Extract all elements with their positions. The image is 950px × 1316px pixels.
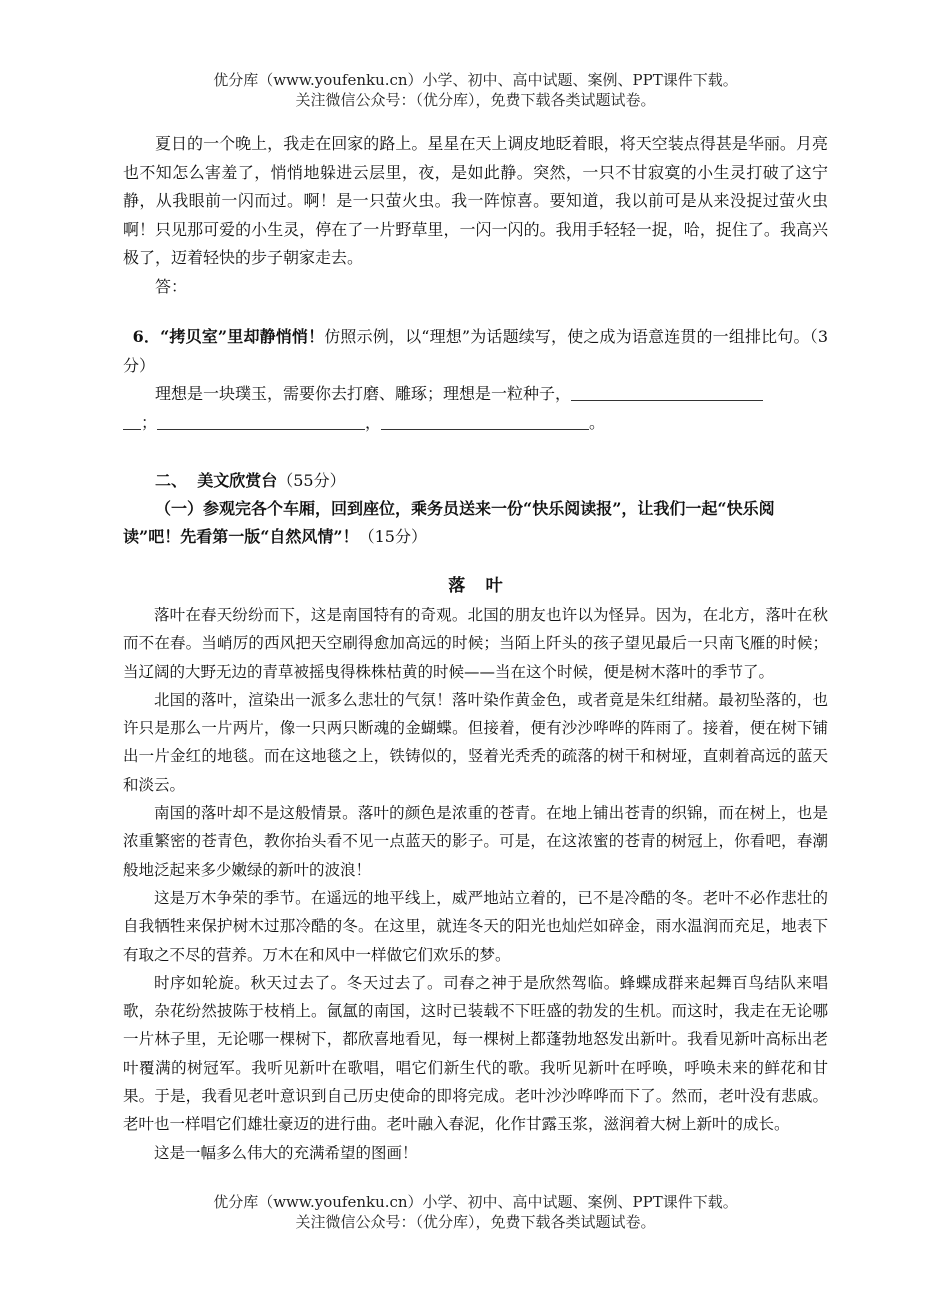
q5-passage: 夏日的一个晚上，我走在回家的路上。星星在天上调皮地眨着眼，将天空装点得甚是华丽。月亮也不知怎么害羞了，悄悄地躲进云层里，夜，是如此静。突然，一只不甘寂寞的小生灵打破了这宁静，从我眼前一闪而过。啊！是一只萤火虫。我一阵惊喜。要知道，我以前可是从来没捉过萤火虫啊！只见那可爱的小生灵，停在了一片野草里，一闪一闪的。我用手轻轻一捉，哈，捉住了。我高兴极了，迈着轻快的步子朝家走去。 <box>123 134 828 267</box>
answer-blank-2[interactable] <box>157 411 365 430</box>
section-2-number: 二、 <box>155 471 188 490</box>
page-footer <box>123 1192 828 1232</box>
q6-end: 。 <box>589 412 606 432</box>
q6-bold-part: “拷贝室”里却静悄悄！ <box>160 327 325 346</box>
q6-prompt: 仿照示例，以“理想”为话题续写，使之成为语意连贯的一组排比句。（3分） <box>123 327 828 375</box>
section-2-heading <box>123 467 828 495</box>
section-2-title: 美文欣赏台 <box>197 471 278 490</box>
answer-blank-1-cont[interactable] <box>123 411 141 430</box>
article-paragraph-5: 时序如轮旋。秋天过去了。冬天过去了。司春之神于是欣然驾临。蜂蝶成群来起舞百鸟结队来唱歌，杂花纷然披陈于枝梢上。氤氲的南国，这时已装载不下旺盛的勃发的生机。而这时，我走在无论哪一片林子里，无论哪一棵树下，都欣喜地看见，每一棵树上都蓬勃地怒发出新叶。我看见新叶高标出老叶覆满的树冠军。我听见新叶在歌唱，唱它们新生代的歌。我听见新叶在呼唤，呼唤未来的鲜花和甘果。于是，我看见老叶意识到自己历史使命的即将完成。老叶沙沙哗哗而下了。然而，老叶没有悲戚。老叶也一样唱它们雄壮豪迈的进行曲。老叶融入春泥，化作甘露玉浆，滋润着大树上新叶的成长。 <box>123 973 828 1134</box>
article-body <box>123 601 828 1167</box>
q6-number: 6． <box>132 327 161 346</box>
article-paragraph-6: 这是一幅多么伟大的充满希望的图画！ <box>154 1143 418 1162</box>
q6-example: 理想是一块璞玉，需要你去打磨、雕琢；理想是一粒种子， <box>155 384 572 403</box>
question-6 <box>123 323 828 437</box>
article-paragraph-2: 北国的落叶，渲染出一派多么悲壮的气氛！落叶染作黄金色，或者竟是朱红绀赭。最初坠落的，也许只是那么一片两片，像一只两只断魂的金蝴蝶。但接着，便有沙沙哗哗的阵雨了。接着，便在树下铺出一片金红的地毯。而在这地毯之上，铁铸似的，竖着光秃秃的疏落的树干和树垭，直刺着高远的蓝天和淡云。 <box>123 690 828 794</box>
q6-sep-1: ； <box>141 412 158 432</box>
page-header <box>123 70 828 110</box>
section-2-score: （55分） <box>277 471 346 490</box>
article-paragraph-3: 南国的落叶却不是这般情景。落叶的颜色是浓重的苍青。在地上铺出苍青的织锦，而在树上，也是浓重繁密的苍青色，教你抬头看不见一点蓝天的影子。可是，在这浓蜜的苍青的树冠上，你看吧，春潮般地泛起来多少嫩绿的新叶的波浪！ <box>123 804 828 879</box>
footer-line-1: 优分库（www.youfenku.cn）小学、初中、高中试题、案例、PPT课件下载。 <box>213 1193 738 1211</box>
part-1-score: （15分） <box>358 527 427 546</box>
article-title: 落叶 <box>448 576 524 596</box>
part-1-heading <box>123 495 828 551</box>
answer-blank-1[interactable] <box>571 382 763 401</box>
q5-answer-label: 答： <box>155 276 188 296</box>
answer-blank-3[interactable] <box>381 411 589 430</box>
q6-blank-line <box>123 409 828 438</box>
footer-line-2: 关注微信公众号：（优分库），免费下载各类试题试卷。 <box>295 1213 656 1231</box>
header-line-1: 优分库（www.youfenku.cn）小学、初中、高中试题、案例、PPT课件下载。 <box>213 71 738 89</box>
article-paragraph-1: 落叶在春天纷纷而下，这是南国特有的奇观。北国的朋友也许以为怪异。因为，在北方，落叶在秋而不在春。当峭厉的西风把天空刷得愈加高远的时候；当陌上阡头的孩子望见最后一只南飞雁的时候；当辽阔的大野无边的青草被摇曳得株株枯黄的时候——当在这个时候，便是树木落叶的季节了。 <box>123 606 828 681</box>
article-paragraph-4: 这是万木争荣的季节。在遥远的地平线上，威严地站立着的，已不是冷酷的冬。老叶不必作悲壮的自我牺牲来保护树木过那冷酷的冬。在这里，就连冬天的阳光也灿烂如碎金，雨水温润而充足，地表下有取之不尽的营养。万木在和风中一样做它们欢乐的梦。 <box>123 888 828 964</box>
document-page <box>123 70 828 1167</box>
q6-sep-2: ， <box>365 412 382 432</box>
header-line-2: 关注微信公众号：（优分库），免费下载各类试题试卷。 <box>295 91 656 109</box>
part-1-text: （一）参观完各个车厢，回到座位，乘务员送来一份“快乐阅读报”，让我们一起“快乐阅读”吧！先看第一版“自然风情”！ <box>123 499 775 546</box>
q6-example-line <box>123 380 828 409</box>
